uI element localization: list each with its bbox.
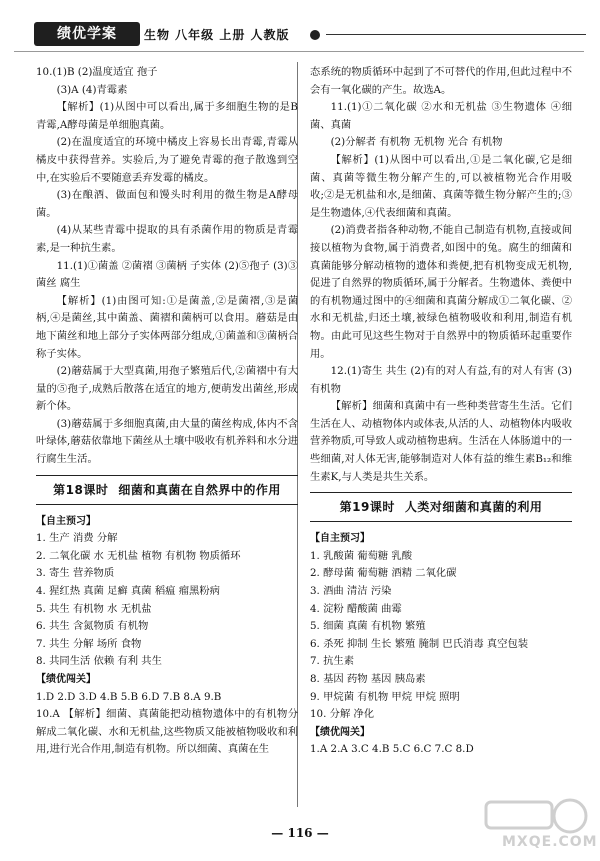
analysis-paragraph: (2)在温度适宜的环境中橘皮上容易长出青霉,青霉从橘皮中获得营养。实验后,为了避免青霉的孢子散逸到空中,在实验后不要随意丢弃发霉的橘皮。	[36, 136, 298, 184]
section-label: 【绩优闯关】	[310, 726, 370, 738]
analysis-paragraph: 态系统的物质循环中起到了不可替代的作用,但此过程中不会有一氧化碳的产生。故选A。	[310, 66, 572, 96]
header-underline	[14, 51, 584, 52]
lesson-number: 第18课时	[53, 482, 109, 497]
preview-item: 2. 二氧化碳 水 无机盐 植物 有机物 物质循环	[36, 549, 241, 562]
header-rule	[326, 34, 586, 35]
answer-line: (2)分解者 有机物 无机物 光合 有机物	[330, 136, 503, 149]
preview-item: 8. 共同生活 依赖 有利 共生	[36, 655, 162, 668]
preview-item: 5. 共生 有机物 水 无机盐	[36, 602, 152, 615]
answer-line: 12.(1)寄生 共生 (2)有的对人有益,有的对人有害 (3)有机物	[310, 365, 572, 395]
analysis-paragraph: (2)消费者指各种动物,不能自己制造有机物,直接或间接以植物为食物,属于消费者,如图中的兔。腐生的细菌和真菌能够分解动植物的遗体和粪便,把有机物变成无机物,促进了自然界的物质循环,属于分解者。生物遗体、粪便中的有机物通过图中的④细菌和真菌分解成①二氧化碳、②水和无机盐,归还土壤,被绿色植物吸收和利用,制造有机物。由此可见这些生物对于自然界中的物质循环起重要作用。	[310, 224, 572, 360]
preview-item: 1. 生产 消费 分解	[36, 532, 118, 545]
lesson-name: 细菌和真菌在自然界中的作用	[118, 482, 281, 497]
preview-item: 10. 分解 净化	[310, 708, 375, 721]
preview-item: 6. 杀死 抑制 生长 繁殖 腌制 巴氏消毒 真空包装	[310, 637, 529, 650]
preview-item: 4. 淀粉 醋酸菌 曲霉	[310, 602, 402, 615]
analysis-paragraph: (2)蘑菇属于大型真菌,用孢子繁殖后代,②菌褶中有大量的⑤孢子,成熟后散落在适宜的地方,便萌发出菌丝,形成新个体。	[36, 365, 298, 413]
brand-logo: 绩优学案	[34, 22, 140, 46]
pass-answers: 1.A 2.A 3.C 4.B 5.C 6.C 7.C 8.D	[310, 743, 474, 756]
answer-line: 10.(1)B (2)温度适宜 孢子	[36, 66, 158, 78]
header-dot	[310, 30, 320, 40]
analysis-paragraph: (3)在酿酒、做面包和馒头时利用的微生物是A酵母菌。	[36, 189, 298, 219]
analysis-paragraph: 【解析】(1)由图可知:①是菌盖,②是菌褶,③是菌柄,④是菌丝,其中菌盖、菌褶和菌柄可以食用。蘑菇是由地下菌丝和地上部分子实体两部分组成,①菌盖和③菌柄合称子实体。	[36, 294, 298, 360]
preview-item: 8. 基因 药物 基因 胰岛素	[310, 673, 426, 685]
page-number: — 116 —	[271, 826, 329, 840]
answer-line: 11.(1)①二氧化碳 ②水和无机盐 ③生物遗体 ④细菌、真菌	[310, 101, 572, 131]
page-header	[14, 22, 586, 48]
analysis-paragraph: (4)从某些青霉中提取的具有杀菌作用的物质是青霉素,是一种抗生素。	[36, 224, 298, 254]
book-info: 生物 八年级 上册 人教版	[144, 28, 290, 42]
lesson-number: 第19课时	[339, 500, 395, 515]
left-column	[36, 64, 298, 759]
analysis-paragraph: 【解析】细菌和真菌中有一些种类营寄生生活。它们生活在人、动植物体内或体表,从活的人、动植物体内吸收营养物质,可导致人或动植物患病。生活在人体肠道中的一些细菌,对人体无害,能够制造对人体有益的维生素B₁₂和维生素K,与人类是共生关系。	[310, 400, 572, 483]
lesson-title	[310, 492, 572, 522]
watermark-logo	[480, 796, 598, 854]
preview-item: 4. 猩红热 真菌 足癣 真菌 稻瘟 瘤黑粉病	[36, 585, 220, 598]
preview-item: 7. 共生 分解 场所 食物	[36, 637, 142, 650]
preview-item: 6. 共生 含氮物质 有机物	[36, 620, 149, 633]
lesson-title	[36, 475, 298, 505]
pass-answers: 1.D 2.D 3.D 4.B 5.B 6.D 7.B 8.A 9.B	[36, 690, 222, 703]
lesson-name: 人类对细菌和真菌的利用	[404, 500, 543, 515]
preview-item: 3. 寄生 营养物质	[36, 567, 115, 580]
section-label: 【自主预习】	[36, 515, 96, 527]
section-label: 【绩优闯关】	[36, 674, 96, 685]
answer-line: (3)A (4)青霉素	[56, 83, 128, 96]
preview-item: 2. 酵母菌 葡萄糖 酒精 二氧化碳	[310, 567, 457, 580]
analysis-paragraph: 10.A 【解析】细菌、真菌能把动植物遗体中的有机物分解成二氧化碳、水和无机盐,这些物质又能被植物吸收和利用,进行光合作用,制造有机物。所以细菌、真菌在生	[36, 708, 298, 756]
analysis-paragraph: 【解析】(1)从图中可以看出,属于多细胞生物的是B青霉,A酵母菌是单细胞真菌。	[36, 101, 298, 131]
right-column	[310, 64, 572, 759]
analysis-paragraph: 【解析】(1)从图中可以看出,①是二氧化碳,它是细菌、真菌等微生物分解产生的,可以被植物光合作用吸收;②是无机盐和水,是细菌、真菌等微生物分解产生的;③是生物遗体,④代表细菌和真菌。	[310, 153, 572, 219]
preview-item: 5. 细菌 真菌 有机物 繁殖	[310, 620, 426, 633]
preview-item: 1. 乳酸菌 葡萄糖 乳酸	[310, 549, 413, 562]
preview-item: 7. 抗生素	[310, 655, 354, 668]
section-label: 【自主预习】	[310, 533, 370, 545]
preview-item: 3. 酒曲 清洁 污染	[310, 585, 392, 598]
answer-line: 11.(1)①菌盖 ②菌褶 ③菌柄 子实体 (2)⑤孢子 (3)③ 菌丝 腐生	[36, 259, 298, 290]
preview-item: 9. 甲烷菌 有机物 甲烷 甲烷 照明	[310, 690, 460, 703]
watermark-text: MXQE.COM	[502, 834, 598, 850]
analysis-paragraph: (3)蘑菇属于多细胞真菌,由大量的菌丝构成,体内不含叶绿体,蘑菇依靠地下菌丝从土壤中吸收有机养料和水分进行腐生生活。	[36, 417, 298, 466]
